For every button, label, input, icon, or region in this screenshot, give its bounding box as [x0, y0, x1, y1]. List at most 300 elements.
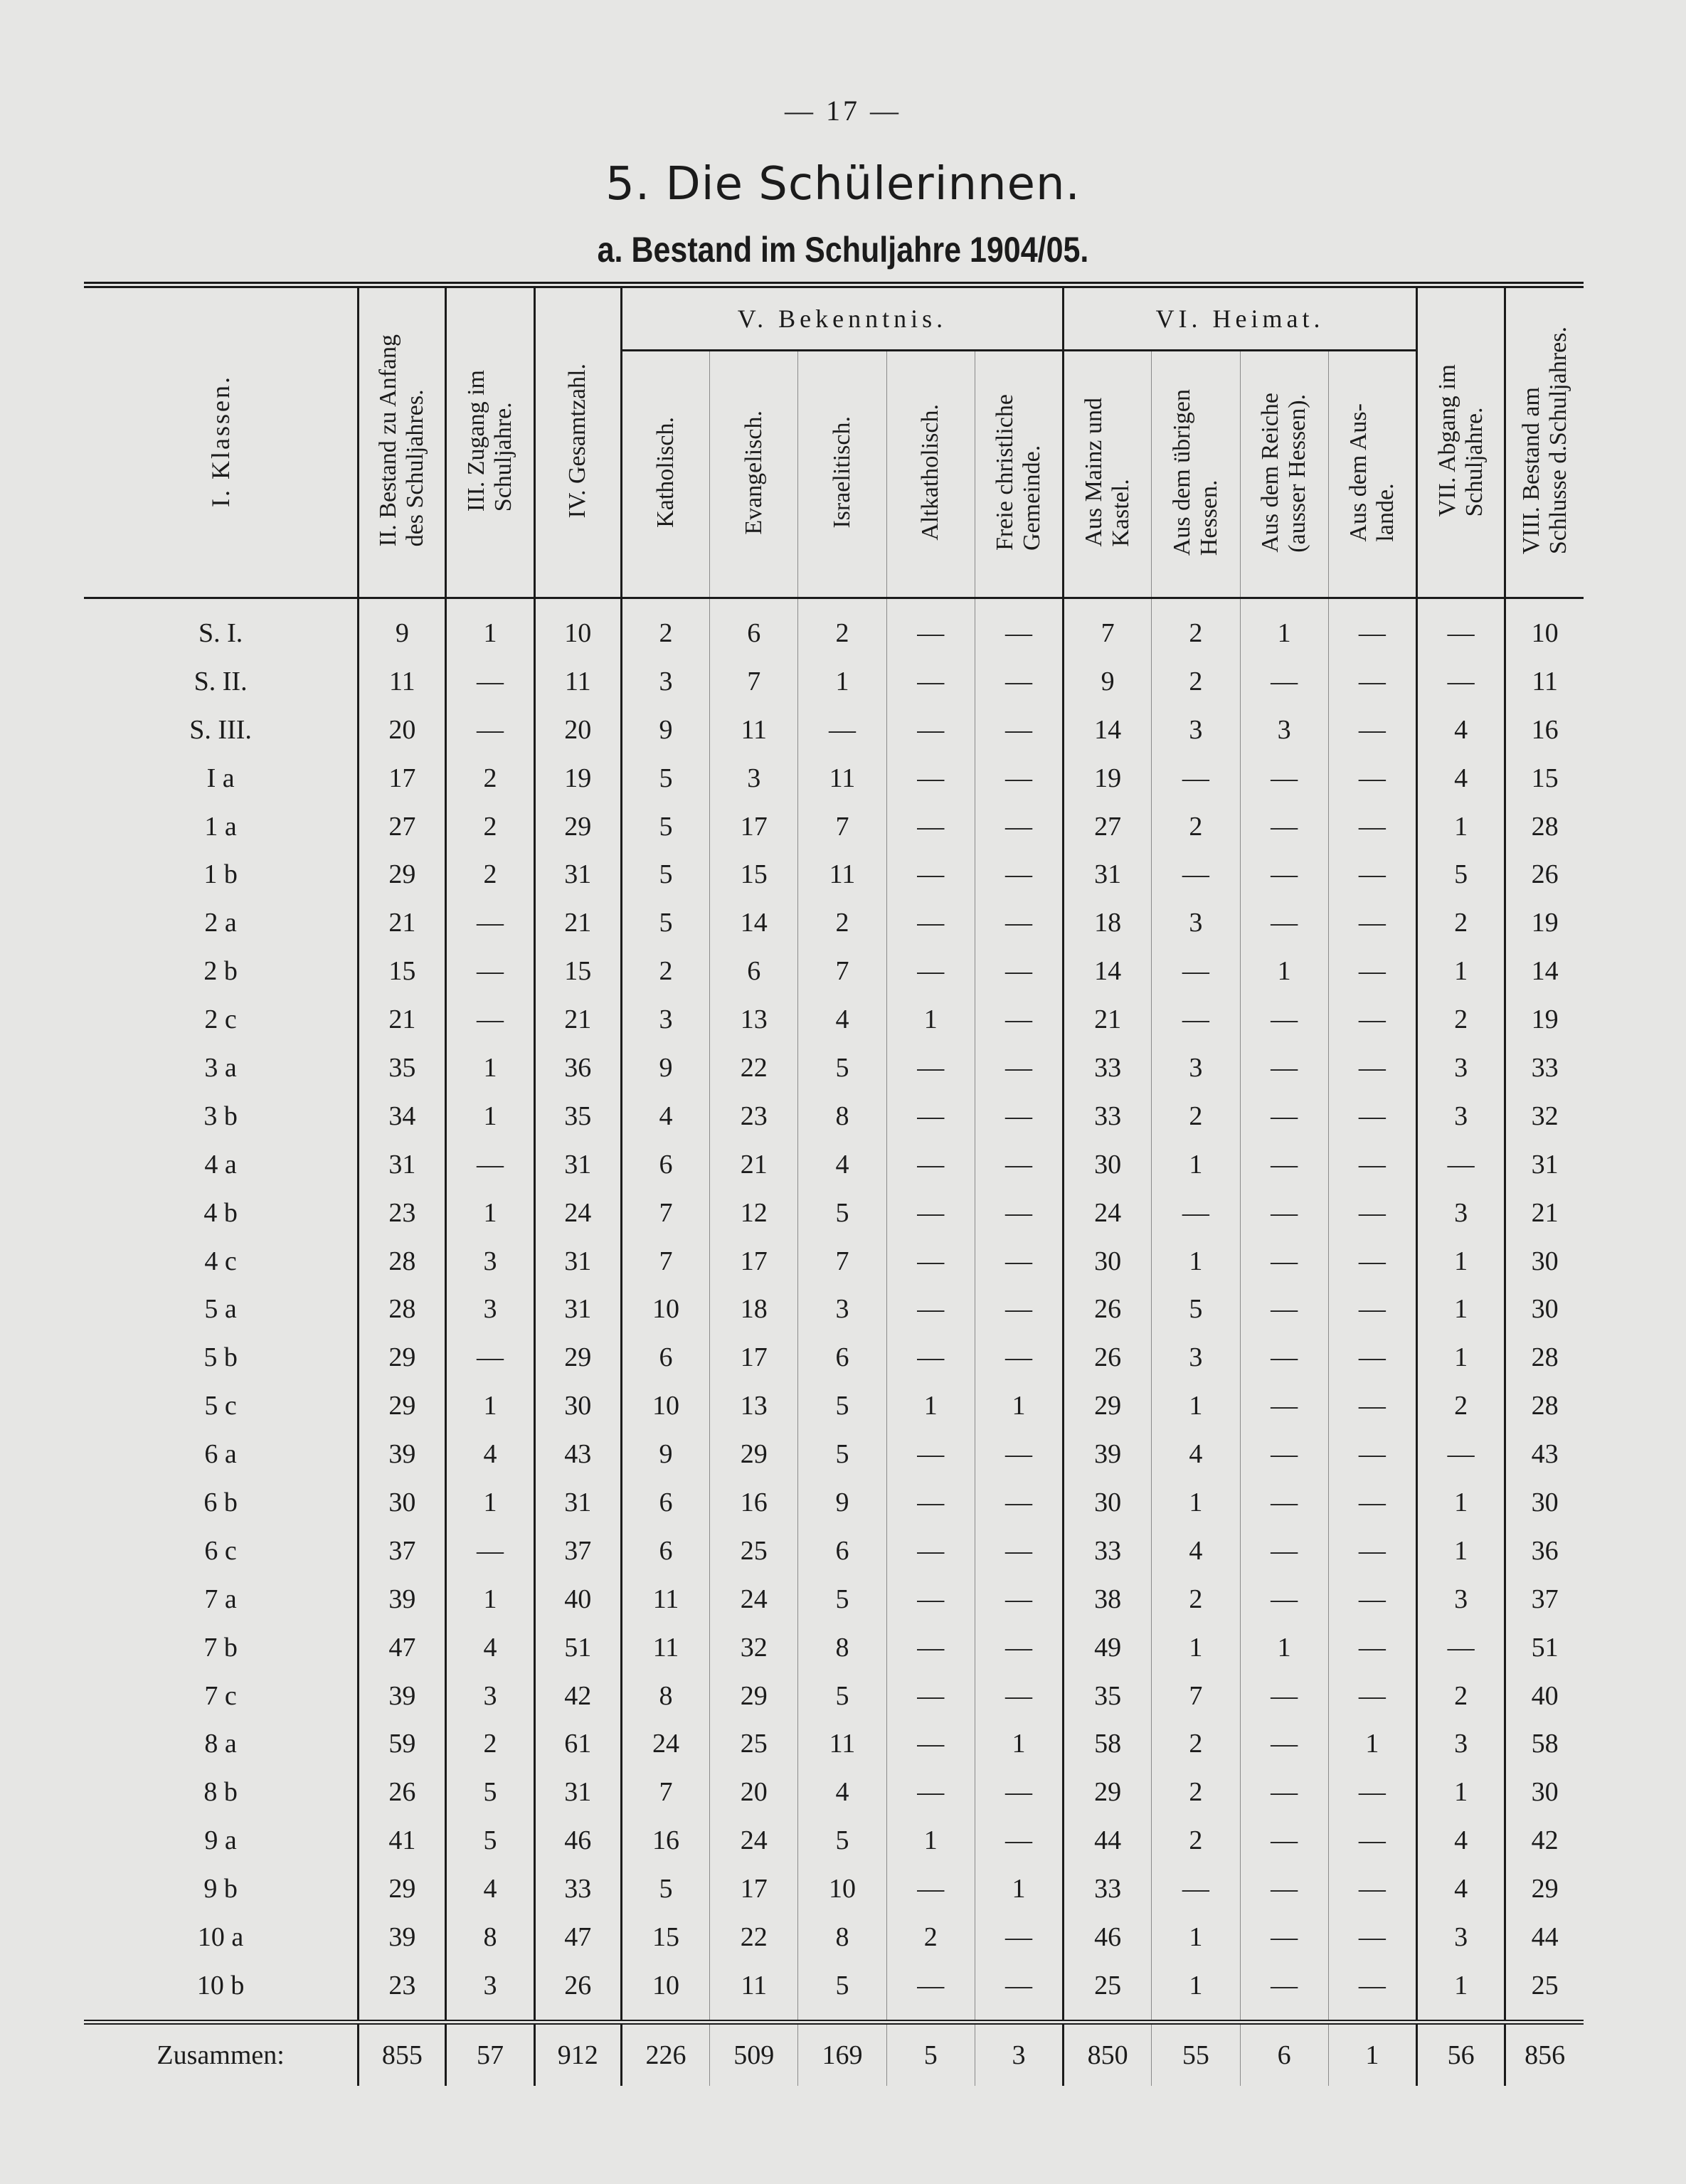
- table-cell: 1: [1152, 1623, 1240, 1672]
- table-cell: —: [975, 1768, 1063, 1816]
- header-zugang-label: III. Zugang im Schuljahre.: [462, 369, 517, 512]
- table-cell: 33: [534, 1865, 621, 1913]
- table-cell: —: [1240, 1768, 1328, 1816]
- table-cell: 30: [1064, 1478, 1152, 1527]
- table-cell: —: [1328, 1285, 1416, 1333]
- table-row: [84, 1527, 1584, 1575]
- table-cell: 35: [534, 1092, 621, 1140]
- table-cell: 39: [1064, 1430, 1152, 1478]
- table-cell: 31: [359, 1140, 446, 1189]
- table-cell: —: [975, 995, 1063, 1044]
- table-cell: 5: [798, 1044, 886, 1092]
- table-cell: 30: [1064, 1237, 1152, 1286]
- class-name-cell: 3 b: [203, 1101, 238, 1131]
- totals-label: Zusammen:: [84, 2022, 359, 2086]
- table-cell: 4: [446, 1623, 534, 1672]
- table-row: [84, 1333, 1584, 1382]
- table-cell: 28: [1505, 1382, 1584, 1430]
- table-row: [84, 1285, 1584, 1333]
- table-cell: 19: [534, 754, 621, 802]
- table-cell: —: [1240, 802, 1328, 851]
- class-name-cell: 7 c: [204, 1680, 237, 1711]
- table-row: [84, 706, 1584, 754]
- table-cell: 1: [1417, 1237, 1505, 1286]
- table-cell: 3: [1152, 1044, 1240, 1092]
- table-cell: 31: [1505, 1140, 1584, 1189]
- table-cell: 29: [710, 1672, 798, 1720]
- table-cell: 29: [359, 1865, 446, 1913]
- table-cell: —: [1240, 1382, 1328, 1430]
- table-cell: —: [975, 898, 1063, 947]
- table-cell: —: [1328, 1865, 1416, 1913]
- table-cell: 11: [798, 754, 886, 802]
- enrollment-table-container: [84, 282, 1584, 2086]
- table-cell: 46: [1064, 1913, 1152, 1961]
- table-cell: 5: [621, 1865, 709, 1913]
- totals-cell: 169: [798, 2022, 886, 2086]
- table-cell: 11: [621, 1575, 709, 1623]
- table-cell: —: [975, 802, 1063, 851]
- header-abgang-label: VII. Abgang im Schuljahre.: [1433, 364, 1488, 517]
- table-cell: 4: [621, 1092, 709, 1140]
- table-cell: 16: [1505, 706, 1584, 754]
- table-cell: 29: [534, 802, 621, 851]
- header-freie-gemeinde: [975, 351, 1063, 598]
- table-cell: 40: [1505, 1672, 1584, 1720]
- table-cell: —: [1417, 1140, 1505, 1189]
- table-cell: 15: [621, 1913, 709, 1961]
- table-cell: —: [1240, 1478, 1328, 1527]
- class-name-cell: 4 c: [204, 1246, 237, 1276]
- table-cell: 11: [798, 1719, 886, 1768]
- table-cell: —: [886, 898, 975, 947]
- table-cell: —: [1328, 1527, 1416, 1575]
- table-cell: 47: [359, 1623, 446, 1672]
- table-cell: 43: [1505, 1430, 1584, 1478]
- class-name-cell: 6 c: [204, 1535, 237, 1566]
- table-row: [84, 850, 1584, 898]
- table-cell: 4: [1417, 754, 1505, 802]
- table-row: [84, 1430, 1584, 1478]
- totals-cell: 3: [975, 2022, 1063, 2086]
- table-cell: —: [975, 1237, 1063, 1286]
- table-cell: —: [1328, 947, 1416, 995]
- table-row: [84, 1189, 1584, 1237]
- table-cell: 1: [1152, 1961, 1240, 2022]
- table-cell: —: [1240, 1913, 1328, 1961]
- table-cell: 20: [534, 706, 621, 754]
- table-cell: 24: [710, 1816, 798, 1865]
- table-cell: 21: [534, 995, 621, 1044]
- table-cell: —: [1240, 1430, 1328, 1478]
- table-cell: 28: [359, 1237, 446, 1286]
- table-cell: 23: [359, 1189, 446, 1237]
- table-cell: 19: [1505, 898, 1584, 947]
- table-cell: 42: [534, 1672, 621, 1720]
- table-cell: 31: [534, 1140, 621, 1189]
- table-cell: —: [886, 1865, 975, 1913]
- table-cell: 5: [798, 1382, 886, 1430]
- table-cell: 1: [446, 598, 534, 657]
- table-cell: 36: [1505, 1527, 1584, 1575]
- table-cell: 1: [1152, 1382, 1240, 1430]
- table-cell: 2: [1417, 995, 1505, 1044]
- table-cell: 1: [446, 1382, 534, 1430]
- table-cell: 4: [446, 1865, 534, 1913]
- table-cell: —: [886, 1140, 975, 1189]
- table-cell: —: [1240, 1140, 1328, 1189]
- table-cell: 4: [798, 995, 886, 1044]
- table-cell: —: [975, 657, 1063, 706]
- totals-cell: 855: [359, 2022, 446, 2086]
- class-name-cell: 9 a: [204, 1825, 237, 1856]
- table-cell: 49: [1064, 1623, 1152, 1672]
- table-cell: —: [1240, 995, 1328, 1044]
- table-cell: 2: [886, 1913, 975, 1961]
- table-cell: 25: [710, 1527, 798, 1575]
- table-row: [84, 1140, 1584, 1189]
- table-cell: —: [975, 1430, 1063, 1478]
- table-cell: 30: [1505, 1237, 1584, 1286]
- table-cell: 9: [798, 1478, 886, 1527]
- table-cell: 5: [446, 1816, 534, 1865]
- table-cell: —: [886, 947, 975, 995]
- table-cell: —: [975, 1816, 1063, 1865]
- table-cell: —: [1240, 1719, 1328, 1768]
- header-reiche-label: Aus dem Reiche (ausser Hessen).: [1257, 392, 1311, 553]
- header-abgang: [1417, 285, 1505, 598]
- table-cell: —: [446, 657, 534, 706]
- table-cell: 6: [621, 1333, 709, 1382]
- page-number: — 17 —: [785, 95, 901, 127]
- table-cell: 33: [1064, 1865, 1152, 1913]
- table-cell: 27: [1064, 802, 1152, 851]
- table-cell: 14: [710, 898, 798, 947]
- table-cell: —: [1240, 1816, 1328, 1865]
- table-cell: —: [1240, 1237, 1328, 1286]
- table-cell: —: [886, 1285, 975, 1333]
- table-cell: —: [886, 1430, 975, 1478]
- table-row: [84, 1092, 1584, 1140]
- table-cell: 31: [1064, 850, 1152, 898]
- table-cell: —: [1417, 657, 1505, 706]
- table-cell: —: [1328, 598, 1416, 657]
- table-cell: —: [975, 598, 1063, 657]
- header-katholisch-label: Katholisch.: [652, 417, 679, 528]
- table-cell: 40: [534, 1575, 621, 1623]
- table-cell: 21: [359, 898, 446, 947]
- table-cell: 8: [798, 1623, 886, 1672]
- table-cell: 35: [1064, 1672, 1152, 1720]
- table-cell: 37: [1505, 1575, 1584, 1623]
- table-cell: 1: [975, 1382, 1063, 1430]
- table-cell: 4: [798, 1768, 886, 1816]
- table-cell: 3: [1152, 706, 1240, 754]
- table-cell: —: [1328, 1768, 1416, 1816]
- table-cell: 6: [710, 947, 798, 995]
- table-row: [84, 1913, 1584, 1961]
- class-name-cell: 10 b: [196, 1970, 245, 2000]
- table-cell: 58: [1064, 1719, 1152, 1768]
- table-cell: 3: [446, 1672, 534, 1720]
- table-cell: 3: [1417, 1044, 1505, 1092]
- table-cell: —: [886, 1333, 975, 1382]
- table-cell: 33: [1064, 1092, 1152, 1140]
- class-name-cell: 5 b: [203, 1342, 238, 1373]
- table-cell: —: [975, 947, 1063, 995]
- table-cell: —: [1240, 1575, 1328, 1623]
- table-cell: 26: [1064, 1285, 1152, 1333]
- table-cell: —: [446, 1333, 534, 1382]
- table-cell: 4: [1152, 1430, 1240, 1478]
- table-cell: 18: [710, 1285, 798, 1333]
- table-cell: —: [886, 598, 975, 657]
- table-row: [84, 1816, 1584, 1865]
- table-cell: 3: [1240, 706, 1328, 754]
- table-cell: —: [1152, 754, 1240, 802]
- table-cell: 1: [886, 1382, 975, 1430]
- table-cell: 30: [1505, 1478, 1584, 1527]
- table-cell: —: [1240, 1672, 1328, 1720]
- table-cell: 13: [710, 995, 798, 1044]
- table-cell: 2: [798, 898, 886, 947]
- table-cell: 51: [1505, 1623, 1584, 1672]
- table-header: [84, 285, 1584, 598]
- table-cell: —: [1328, 1913, 1416, 1961]
- table-cell: 7: [710, 657, 798, 706]
- table-cell: 30: [534, 1382, 621, 1430]
- table-cell: 3: [621, 995, 709, 1044]
- table-cell: 28: [1505, 1333, 1584, 1382]
- table-cell: 11: [710, 1961, 798, 2022]
- table-row: [84, 1575, 1584, 1623]
- table-cell: 24: [621, 1719, 709, 1768]
- table-cell: 7: [621, 1768, 709, 1816]
- header-mainz-label: Aus Mainz und Kastel.: [1081, 398, 1135, 547]
- table-cell: —: [1328, 802, 1416, 851]
- table-cell: 44: [1505, 1913, 1584, 1961]
- table-cell: —: [886, 850, 975, 898]
- table-row: [84, 1719, 1584, 1768]
- table-cell: 29: [359, 1333, 446, 1382]
- table-cell: 26: [359, 1768, 446, 1816]
- table-cell: —: [1240, 1092, 1328, 1140]
- class-name-cell: 1 a: [204, 811, 237, 842]
- header-zugang: [446, 285, 534, 598]
- table-cell: 2: [621, 598, 709, 657]
- enrollment-table: [84, 282, 1584, 2086]
- table-cell: 1: [446, 1575, 534, 1623]
- table-cell: 16: [621, 1816, 709, 1865]
- table-cell: 29: [710, 1430, 798, 1478]
- table-cell: 1: [1417, 1961, 1505, 2022]
- table-cell: —: [1328, 1140, 1416, 1189]
- table-cell: 3: [710, 754, 798, 802]
- table-cell: —: [886, 802, 975, 851]
- header-auslande: [1328, 351, 1416, 598]
- header-reiche: [1240, 351, 1328, 598]
- table-cell: 61: [534, 1719, 621, 1768]
- table-cell: —: [975, 850, 1063, 898]
- table-cell: 10: [621, 1285, 709, 1333]
- table-cell: —: [975, 1623, 1063, 1672]
- table-cell: —: [975, 1092, 1063, 1140]
- table-cell: 5: [798, 1672, 886, 1720]
- table-cell: —: [975, 1189, 1063, 1237]
- table-cell: 2: [1152, 1575, 1240, 1623]
- table-cell: 14: [1064, 706, 1152, 754]
- table-row: [84, 1623, 1584, 1672]
- header-bestand-schluss-label: VIII. Bestand am Schlusse d.Schuljahres.: [1517, 327, 1571, 555]
- table-cell: 2: [1417, 898, 1505, 947]
- table-cell: 9: [621, 1430, 709, 1478]
- table-cell: —: [1152, 1865, 1240, 1913]
- table-cell: —: [1240, 1333, 1328, 1382]
- table-cell: —: [1328, 1237, 1416, 1286]
- table-cell: 5: [798, 1189, 886, 1237]
- table-cell: 12: [710, 1189, 798, 1237]
- table-cell: 10: [534, 598, 621, 657]
- table-row: [84, 1237, 1584, 1286]
- table-cell: 2: [1152, 1092, 1240, 1140]
- table-cell: 30: [1064, 1140, 1152, 1189]
- totals-row: [84, 2022, 1584, 2086]
- table-body: [84, 598, 1584, 2023]
- totals-cell: 226: [621, 2022, 709, 2086]
- table-cell: 2: [1152, 1768, 1240, 1816]
- table-cell: 3: [446, 1237, 534, 1286]
- table-cell: 5: [798, 1816, 886, 1865]
- table-cell: 11: [534, 657, 621, 706]
- table-cell: 6: [621, 1140, 709, 1189]
- table-cell: 2: [1417, 1672, 1505, 1720]
- table-row: [84, 1382, 1584, 1430]
- table-cell: —: [1328, 1189, 1416, 1237]
- table-cell: 24: [710, 1575, 798, 1623]
- table-cell: —: [1328, 850, 1416, 898]
- table-cell: —: [886, 1575, 975, 1623]
- table-cell: 8: [621, 1672, 709, 1720]
- table-cell: 4: [446, 1430, 534, 1478]
- table-cell: —: [975, 754, 1063, 802]
- table-cell: 21: [710, 1140, 798, 1189]
- table-cell: 9: [1064, 657, 1152, 706]
- table-cell: 37: [359, 1527, 446, 1575]
- table-cell: —: [975, 1575, 1063, 1623]
- class-name-cell: 6 a: [204, 1439, 237, 1470]
- table-cell: 1: [886, 995, 975, 1044]
- table-cell: 1: [1152, 1913, 1240, 1961]
- table-cell: 1: [1417, 1285, 1505, 1333]
- table-cell: 24: [1064, 1189, 1152, 1237]
- table-cell: 11: [710, 706, 798, 754]
- table-cell: 19: [1505, 995, 1584, 1044]
- table-cell: —: [1328, 1961, 1416, 2022]
- table-cell: —: [1328, 1092, 1416, 1140]
- table-cell: 17: [359, 754, 446, 802]
- table-cell: 46: [534, 1816, 621, 1865]
- table-cell: —: [798, 706, 886, 754]
- table-cell: 11: [1505, 657, 1584, 706]
- class-name-cell: 4 b: [203, 1197, 238, 1228]
- table-cell: 18: [1064, 898, 1152, 947]
- table-cell: —: [1240, 1865, 1328, 1913]
- table-cell: 37: [534, 1527, 621, 1575]
- table-cell: —: [1152, 1189, 1240, 1237]
- table-cell: 1: [798, 657, 886, 706]
- table-cell: —: [886, 1092, 975, 1140]
- table-cell: 1: [1417, 1527, 1505, 1575]
- class-name-cell: 5 a: [204, 1294, 237, 1325]
- totals-cell: 1: [1328, 2022, 1416, 2086]
- table-cell: —: [975, 1672, 1063, 1720]
- table-cell: 5: [798, 1961, 886, 2022]
- table-cell: 23: [710, 1092, 798, 1140]
- table-cell: 14: [1505, 947, 1584, 995]
- table-cell: —: [886, 1768, 975, 1816]
- table-cell: 5: [798, 1575, 886, 1623]
- totals-cell: 509: [710, 2022, 798, 2086]
- totals-cell: 850: [1064, 2022, 1152, 2086]
- table-cell: —: [1240, 1527, 1328, 1575]
- table-cell: 11: [798, 850, 886, 898]
- table-cell: 34: [359, 1092, 446, 1140]
- table-cell: 1: [1417, 1478, 1505, 1527]
- class-name-cell: I a: [206, 763, 235, 793]
- table-cell: 22: [710, 1913, 798, 1961]
- table-cell: 15: [1505, 754, 1584, 802]
- totals-cell: 5: [886, 2022, 975, 2086]
- table-cell: —: [1328, 754, 1416, 802]
- table-cell: 1: [446, 1478, 534, 1527]
- table-cell: —: [1328, 1430, 1416, 1478]
- table-cell: —: [886, 1527, 975, 1575]
- table-cell: 41: [359, 1816, 446, 1865]
- table-cell: —: [1328, 1044, 1416, 1092]
- table-cell: —: [1328, 706, 1416, 754]
- table-cell: 17: [710, 1865, 798, 1913]
- class-name-cell: S. III.: [189, 714, 252, 745]
- table-row: [84, 1768, 1584, 1816]
- table-cell: —: [1328, 1623, 1416, 1672]
- table-cell: 31: [534, 1285, 621, 1333]
- table-cell: 8: [798, 1913, 886, 1961]
- table-cell: —: [1417, 598, 1505, 657]
- class-name-cell: 9 b: [203, 1874, 238, 1904]
- table-cell: —: [1328, 1333, 1416, 1382]
- class-name-cell: 6 b: [203, 1487, 238, 1517]
- table-cell: 17: [710, 1237, 798, 1286]
- table-cell: —: [886, 1044, 975, 1092]
- table-row: [84, 1865, 1584, 1913]
- table-cell: 7: [1152, 1672, 1240, 1720]
- table-cell: 4: [798, 1140, 886, 1189]
- table-cell: 2: [1152, 657, 1240, 706]
- table-cell: —: [886, 1623, 975, 1672]
- totals-cell: 856: [1505, 2022, 1584, 2086]
- table-cell: 38: [1064, 1575, 1152, 1623]
- table-cell: 29: [359, 850, 446, 898]
- table-cell: —: [1417, 1623, 1505, 1672]
- table-cell: 15: [710, 850, 798, 898]
- table-cell: 26: [534, 1961, 621, 2022]
- table-cell: —: [1328, 995, 1416, 1044]
- header-evangelisch-label: Evangelisch.: [740, 410, 767, 535]
- table-row: [84, 1478, 1584, 1527]
- table-cell: 5: [621, 754, 709, 802]
- table-cell: 3: [1417, 1913, 1505, 1961]
- table-cell: 1: [886, 1816, 975, 1865]
